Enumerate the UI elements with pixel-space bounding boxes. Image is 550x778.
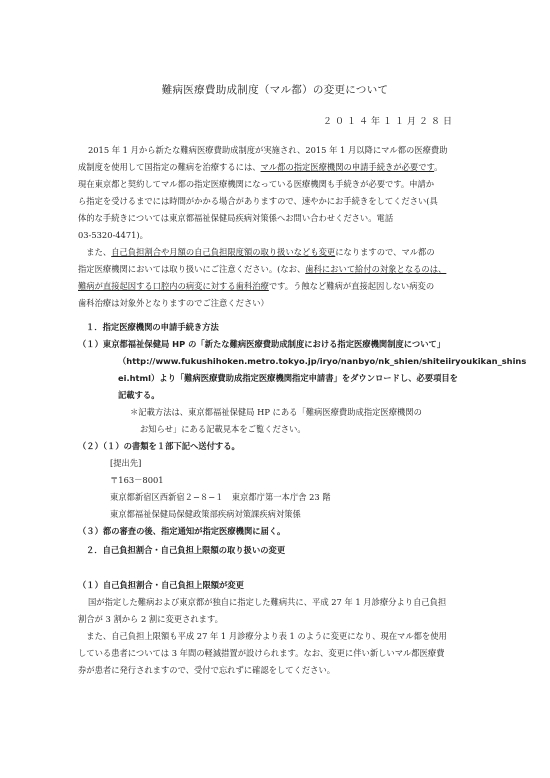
phone-number: 03-5320-4471)。	[78, 230, 148, 240]
step-1	[78, 336, 478, 353]
step-1-text: 記載する。	[118, 390, 160, 400]
intro-text: 指定医療機関においては取り扱いにご注意ください。(なお、	[78, 264, 306, 274]
intro-line: 歯科治療は対象外となりますのでご注意ください）	[78, 298, 269, 308]
section-2-subheading: （１）自己負担割合・自己負担上限額が変更	[78, 580, 244, 590]
underlined-text: 難病が直接起因する口腔内の病変に対する歯科治療	[78, 281, 269, 291]
intro-line: 体的な手続きについては東京都福祉保健局疾病対策係へお問い合わせください。電話	[78, 213, 394, 223]
section-1	[78, 319, 527, 540]
step-1-text: 東京都福祉保健局 HP の「新たな難病医療費助成制度における指定医療機関制度について」	[102, 339, 446, 349]
paragraph-line: している患者については 3 年間の軽減措置が設けられます。なお、変更に伴い新しいマル都医療費	[78, 648, 445, 658]
address-line: 東京都新宿区西新宿２−８−１ 東京都庁第一本庁舎 23 階	[110, 492, 331, 502]
intro-paragraph	[78, 142, 478, 312]
step-1-text: ei.html）より「難病医療費助成指定医療機関指定申請書」をダウンロードし、必要項目を	[118, 373, 458, 383]
step-3: （３）都の審査の後、指定通知が指定医療機関に届く。	[78, 526, 286, 536]
intro-text: 。	[434, 162, 443, 172]
step-1-label: （１）	[78, 339, 103, 349]
document-title: 難病医療費助成制度（マル都）の変更について	[161, 84, 389, 96]
intro-line: 2015 年 1 月から新たな難病医療費助成制度が実施され、2015 年 1 月以降にマル都の医療費助	[88, 145, 448, 155]
intro-text: です。う蝕など難病が直接起因しない病変の	[268, 281, 435, 291]
intro-line: 現在東京都と契約してマル都の指定医療機関になっている医療機関も手続きが必要です。申請か	[78, 179, 435, 189]
intro-text: 成制度を使用して国指定の難病を治療するには、	[78, 162, 261, 172]
section-1-heading: １．指定医療機関の申請手続き方法	[86, 322, 219, 332]
intro-text: になりますので、マル都の	[335, 247, 435, 257]
address-label: [提出先]	[110, 458, 142, 468]
url-text: （http://www.fukushihoken.metro.tokyo.jp/iryo/nanbyo/nk_shien/shiteiiryoukikan_shins	[118, 356, 527, 366]
intro-line	[78, 261, 478, 278]
intro-line: ら指定を受けるまでには時間がかかる場合がありますので、速やかにお手続きをしてください(具	[78, 196, 438, 206]
section-2-sub	[78, 577, 478, 679]
document-date: ２０１４年１１月２８日	[322, 117, 455, 127]
address-zip: 〒163－8001	[110, 475, 164, 485]
section-2	[78, 542, 478, 559]
note-text: お知らせ」にある記載見本をご覧ください。	[140, 424, 306, 434]
intro-line	[78, 159, 478, 176]
address-line: 東京都福祉保健局保健政策部疾病対策課疾病対策係	[110, 509, 301, 519]
intro-line	[78, 244, 478, 261]
underlined-text: マル都の指定医療機関の申請手続きが必要です	[260, 162, 435, 172]
paragraph-line: 国が指定した難病および東京都が独自に指定した難病共に、平成 27 年 1 月診療分より自己負担	[88, 597, 447, 607]
paragraph-line: 券が患者に発行されますので、受付で忘れずに確認をしてください。	[78, 665, 336, 675]
paragraph-line: 割合が 3 割から 2 割に変更されます。	[78, 614, 223, 624]
intro-line	[78, 278, 478, 295]
paragraph-line: また、自己負担上限額も平成 27 年 1 月診療分より表 1 のように変更になり、現在マル都を使用	[78, 631, 447, 641]
underlined-text: 自己負担割合や月額の自己負担限度額の取り扱いなども変更	[111, 247, 336, 257]
underlined-text: 歯科において給付の対象となるのは、	[305, 264, 447, 274]
note-text: ＊記載方法は、東京都福祉保健局 HP にある「難病医療費助成指定医療機関の	[130, 407, 422, 417]
step-2: （２）（１）の書類を１部下記へ送付する。	[78, 441, 240, 451]
intro-text: また、	[78, 247, 112, 257]
section-2-heading: ２．自己負担割合・自己負担上限額の取り扱いの変更	[86, 545, 286, 555]
